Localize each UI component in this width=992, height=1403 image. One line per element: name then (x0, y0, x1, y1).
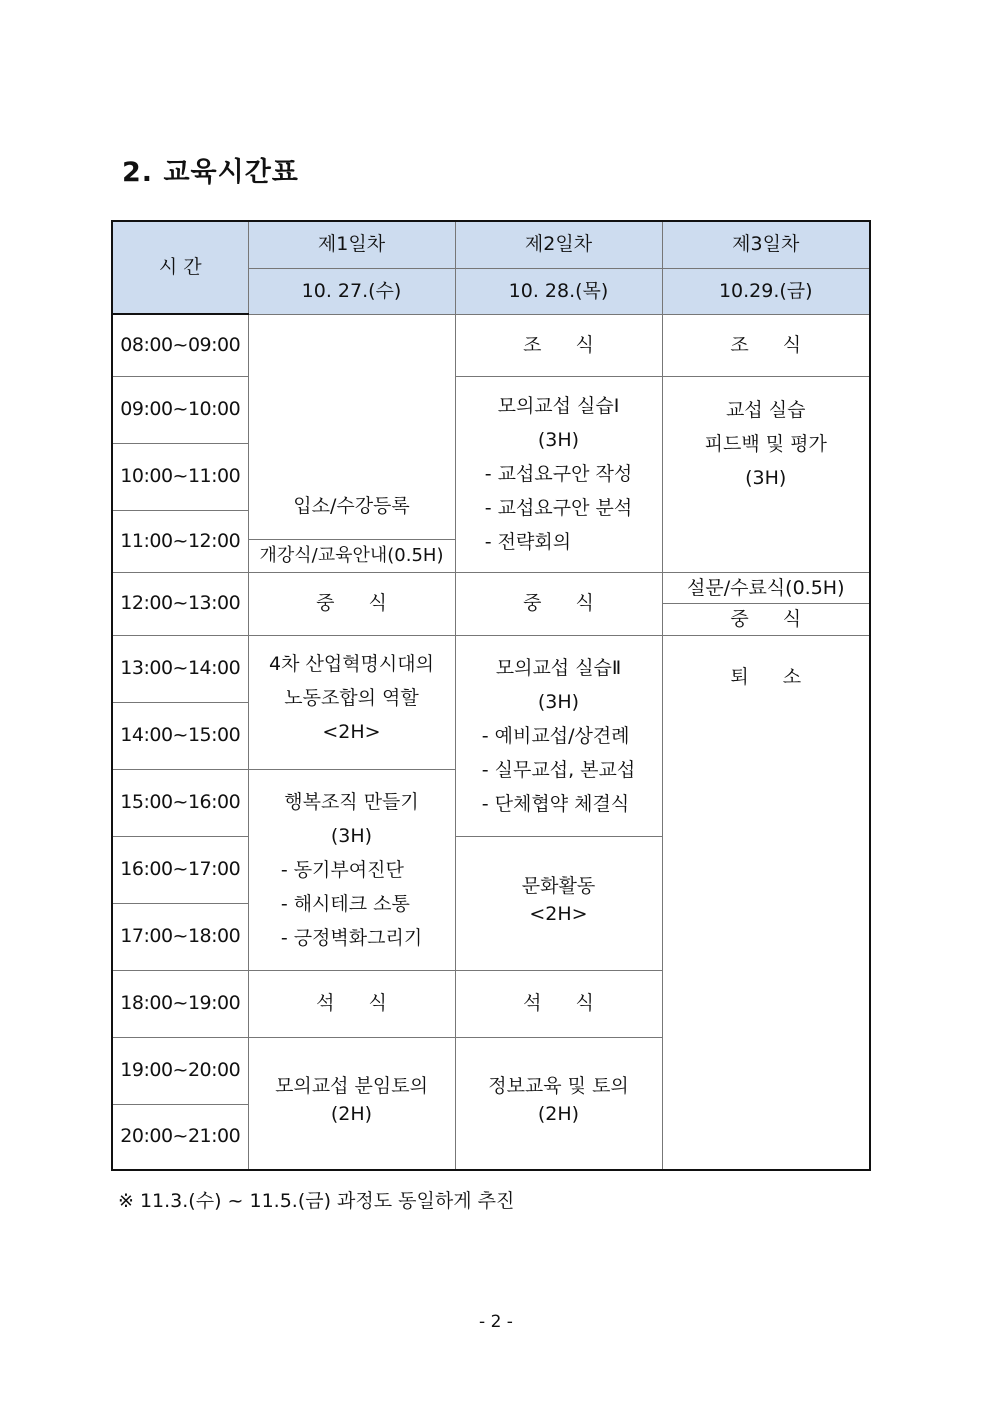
practice2-hours: (3H) (537, 690, 580, 713)
time-slot: 20:00~21:00 (112, 1104, 248, 1170)
time-slot: 14:00~15:00 (112, 702, 248, 769)
day1-lecture (248, 635, 455, 769)
page-number: - 2 - (479, 1312, 513, 1332)
evening-title: 모의교섭 분임토의 (275, 1075, 428, 1098)
practice1-item: - 전략회의 (484, 531, 572, 553)
time-slot: 09:00~10:00 (112, 376, 248, 443)
org-item: - 동기부여진단 (280, 858, 404, 881)
evening-title: 정보교육 및 토의 (488, 1075, 629, 1098)
day2-lunch: 중 식 (455, 572, 662, 635)
lecture-line: 노동조합의 역할 (284, 687, 419, 709)
time-slot: 16:00~17:00 (112, 836, 248, 903)
practice1-item: - 교섭요구안 작성 (484, 463, 633, 485)
day2-practice1 (455, 376, 662, 572)
org-title: 행복조직 만들기 (284, 790, 419, 813)
day2-dinner: 석 식 (455, 970, 662, 1037)
lecture-line: 4차 산업혁명시대의 (269, 653, 434, 675)
day1-dinner: 석 식 (248, 970, 455, 1037)
time-slot: 12:00~13:00 (112, 572, 248, 635)
practice2-item: - 실무교섭, 본교섭 (481, 758, 636, 781)
day2-header: 제2일차 (455, 221, 662, 268)
time-slot: 18:00~19:00 (112, 970, 248, 1037)
culture-hours: <2H> (529, 903, 588, 925)
practice1-title: 모의교섭 실습Ⅰ (497, 395, 620, 417)
day2-evening (455, 1037, 662, 1170)
footnote: ※ 11.3.(수) ~ 11.5.(금) 과정도 동일하게 추진 (118, 1190, 515, 1212)
evening-hours: (2H) (537, 1103, 580, 1126)
practice2-item: - 단체협약 체결식 (481, 792, 630, 815)
feedback-subtitle: 피드백 및 평가 (704, 433, 827, 455)
day1-registration: 입소/수강등록 (293, 494, 410, 517)
culture-title: 문화활동 (521, 875, 596, 897)
time-slot: 13:00~14:00 (112, 635, 248, 702)
day1-evening (248, 1037, 455, 1170)
day3-header: 제3일차 (662, 221, 870, 268)
day1-lunch: 중 식 (248, 572, 455, 635)
org-item: - 해시테크 소통 (280, 892, 410, 915)
evening-hours: (2H) (330, 1103, 373, 1126)
day3-date: 10.29.(금) (662, 268, 870, 314)
day2-culture (455, 836, 662, 970)
day3-leave: 퇴 소 (662, 635, 870, 1170)
practice1-item: - 교섭요구안 분석 (484, 497, 633, 519)
schedule-table (111, 220, 871, 1171)
day1-opening: 개강식/교육안내(0.5H) (249, 539, 455, 572)
day2-practice2 (455, 635, 662, 836)
day1-header: 제1일차 (248, 221, 455, 268)
feedback-title: 교섭 실습 (726, 399, 806, 421)
lecture-hours: <2H> (322, 721, 381, 743)
feedback-hours: (3H) (745, 467, 787, 489)
time-slot: 10:00~11:00 (112, 443, 248, 510)
day3-survey: 설문/수료식(0.5H) (663, 573, 870, 604)
day1-org (248, 769, 455, 970)
day3-breakfast: 조 식 (662, 314, 870, 376)
practice2-title: 모의교섭 실습Ⅱ (495, 656, 622, 679)
practice1-hours: (3H) (537, 429, 580, 451)
org-item: - 긍정벽화그리기 (280, 926, 423, 949)
time-slot: 17:00~18:00 (112, 903, 248, 970)
day3-lunch: 중 식 (730, 607, 816, 630)
time-slot: 11:00~12:00 (112, 510, 248, 572)
time-slot: 15:00~16:00 (112, 769, 248, 836)
time-header: 시 간 (112, 221, 248, 314)
page-title: 2. 교육시간표 (122, 157, 299, 188)
day3-noon-cell (662, 572, 870, 635)
day1-date: 10. 27.(수) (248, 268, 455, 314)
day2-date: 10. 28.(목) (455, 268, 662, 314)
org-hours: (3H) (330, 824, 373, 847)
time-slot: 08:00~09:00 (112, 314, 248, 376)
practice2-item: - 예비교섭/상견례 (481, 724, 630, 747)
time-slot: 19:00~20:00 (112, 1037, 248, 1104)
day3-feedback (662, 376, 870, 572)
day2-breakfast: 조 식 (455, 314, 662, 376)
day1-morning-cell (248, 314, 455, 572)
